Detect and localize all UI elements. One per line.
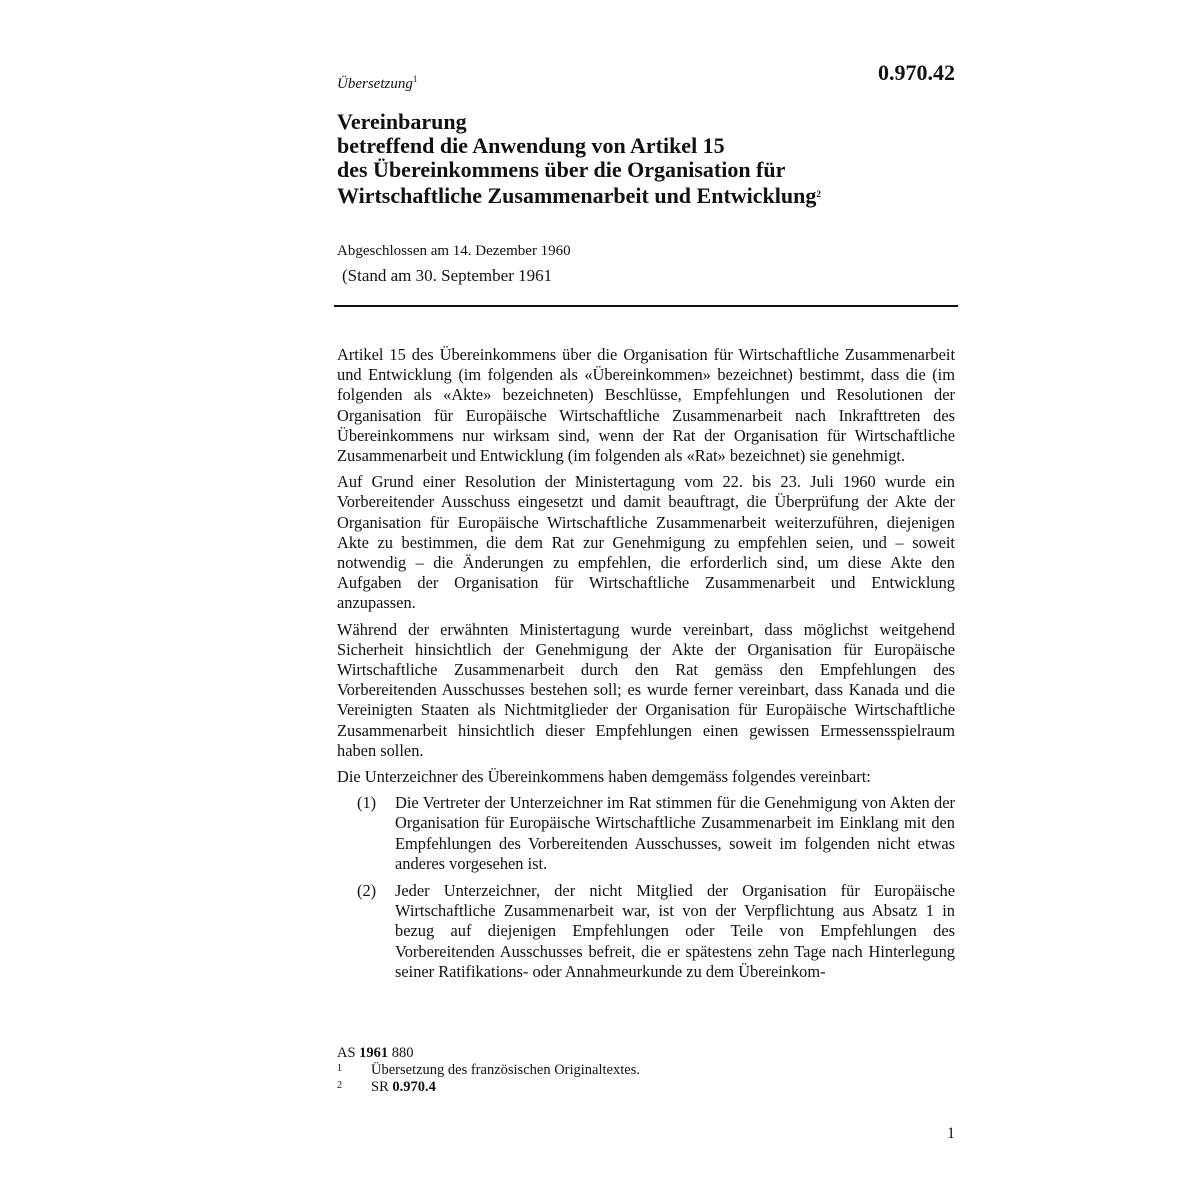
list-item (337, 881, 955, 982)
status-date: (Stand am 30. September 1961 (342, 266, 553, 285)
title-line-2: betreffend die Anwendung von Artikel 15 (337, 133, 725, 158)
page-number: 1 (947, 1125, 955, 1142)
footnote-ref-1: 1 (412, 74, 418, 84)
title-line-4: Wirtschaftliche Zusammenarbeit und Entwicklung$^2$ (337, 183, 821, 208)
footnote-2: 2 SR 0.970.4 (337, 1079, 436, 1095)
list-item-number: (1) (357, 793, 377, 813)
footnote-ref-2: 2 (816, 189, 821, 199)
document-body (337, 345, 955, 989)
translation-label: Übersetzung$^1$ (337, 74, 418, 92)
list-item-number: (2) (357, 881, 377, 901)
document-title (337, 110, 957, 208)
paragraph: Während der erwähnten Ministertagung wurde vereinbart, dass möglichst weitgehend Sicherheit hinsichtlich der Genehmigung der Akte der Organisation für Europäische Wirtschaftliche Zusammenarbeit durch den Rat gemäss den Empfehlungen des Vorbereitenden Ausschusses bestehen soll; es wurde ferner vereinbart, dass Kanada und die Vereinigten Staaten als Nichtmitglieder der Organisation für Europäische Wirtschaftliche Zusammenarbeit hinsichtlich dieser Empfehlungen einen gewissen Ermessensspielraum haben sollen. (337, 619, 955, 760)
footnote-1: 1 Übersetzung des französischen Originaltextes. (337, 1062, 640, 1078)
header-divider (334, 305, 958, 307)
concluded-date: Abgeschlossen am 14. Dezember 1960 (337, 243, 571, 259)
list-item-text: Jeder Unterzeichner, der nicht Mitglied der Organisation für Europäische Wirtschaftliche Zusammenarbeit war, ist von der Verpflichtung aus Absatz 1 in bezug auf diejenigen Empfehlungen oder Teile von Empfehlungen des Vorbereitenden Ausschusses befreit, die er spätestens zehn Tage nach Hinterlegung seiner Ratifikations- oder Annahmeurkunde zu dem Übereinkom- (395, 881, 955, 981)
official-collection-ref: AS 1961 880 (337, 1045, 414, 1061)
footnotes (337, 1045, 957, 1096)
paragraph: Auf Grund einer Resolution der Ministertagung vom 22. bis 23. Juli 1960 wurde ein Vorbereitender Ausschuss eingesetzt und damit beauftragt, die Überprüfung der Akte der Organisation für Europäische Wirtschaftliche Zusammenarbeit weiterzuführen, diejenigen Akte zu bestimmen, die dem Rat zur Genehmigung zu empfehlen seien, und – soweit notwendig – die Änderungen zu empfehlen, die erforderlich sind, um diese Akte den Aufgaben der Organisation für Wirtschaftliche Zusammenarbeit und Entwicklung anzupassen. (337, 472, 955, 613)
title-line-3: des Übereinkommens über die Organisation für (337, 157, 786, 182)
list-item (337, 793, 955, 874)
title-line-1: Vereinbarung (337, 109, 467, 134)
list-item-text: Die Vertreter der Unterzeichner im Rat stimmen für die Genehmigung von Akten der Organisation für Europäische Wirtschaftliche Zusammenarbeit im Einklang mit den Empfehlungen des Vorbereitenden Ausschusses, soweit im folgenden nicht etwas anderes vorgesehen ist. (395, 793, 955, 873)
paragraph: Artikel 15 des Übereinkommens über die Organisation für Wirtschaftliche Zusammenarbeit und Entwicklung (im folgenden als «Übereinkommen» bezeichnet) bestimmt, dass die (im folgenden als «Akte» bezeichneten) Beschlüsse, Empfehlungen und Resolutionen der Organisation für Europäische Wirtschaftliche Zusammenarbeit nach Inkrafttreten des Übereinkommens nur wirksam sind, wenn der Rat der Organisation für Wirtschaftliche Zusammenarbeit und Entwicklung (im folgenden als «Rat» bezeichnet) sie genehmigt. (337, 345, 955, 466)
paragraph: Die Unterzeichner des Übereinkommens haben demgemäss folgendes vereinbart: (337, 767, 871, 787)
sr-number: 0.970.42 (878, 60, 955, 85)
